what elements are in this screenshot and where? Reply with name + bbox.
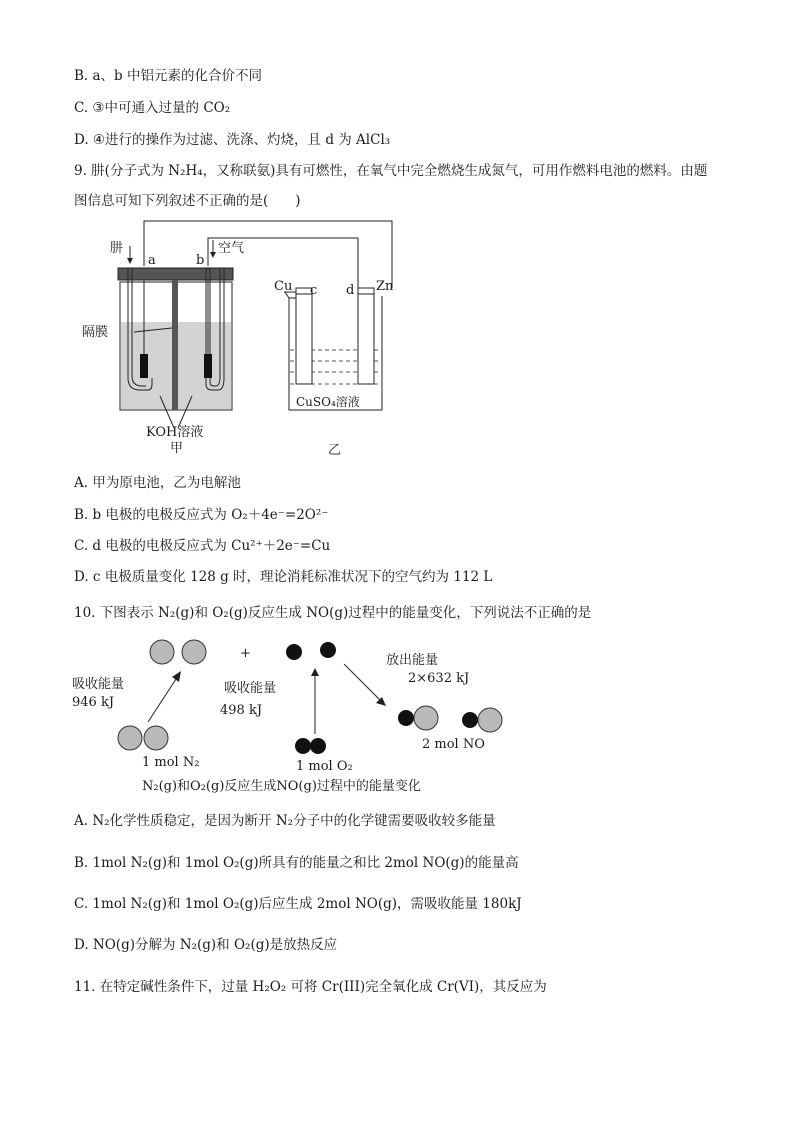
q10-option-c: C. 1mol N₂(g)和 1mol O₂(g)后应生成 2mol NO(g)，需吸收能量 180kJ — [74, 896, 522, 912]
absorb2-title: 吸收能量 — [224, 681, 277, 696]
q9-stem-line2: 图信息可知下列叙述不正确的是( ) — [74, 193, 301, 209]
absorb2-value: 498 kJ — [220, 703, 263, 718]
plus-sign: + — [240, 646, 251, 661]
absorb1-value: 946 kJ — [72, 695, 115, 710]
label-zn: Zn — [376, 279, 394, 294]
q11-stem: 11. 在特定碱性条件下，过量 H₂O₂ 可将 Cr(III)完全氧化成 Cr(VI)，其反应为 — [74, 979, 547, 995]
label-hydrazine: 肼 — [110, 241, 124, 256]
label-jia: 甲 — [170, 441, 184, 456]
figure-caption: N₂(g)和O₂(g)反应生成NO(g)过程中的能量变化 — [142, 779, 421, 794]
label-koh: KOH溶液 — [146, 425, 204, 440]
release-value: 2×632 kJ — [408, 671, 470, 686]
q9-electrochemical-figure — [82, 218, 420, 458]
n2-label: 1 mol N₂ — [142, 755, 200, 770]
q10-option-d: D. NO(g)分解为 N₂(g)和 O₂(g)是放热反应 — [74, 937, 338, 953]
label-d: d — [346, 283, 355, 298]
q8-option-b: B. a、b 中铝元素的化合价不同 — [74, 68, 262, 84]
label-c: c — [310, 283, 318, 298]
absorb1-title: 吸收能量 — [72, 677, 125, 692]
q10-option-a: A. N₂化学性质稳定，是因为断开 N₂分子中的化学键需要吸收较多能量 — [74, 813, 496, 829]
label-a: a — [148, 253, 156, 268]
release-title: 放出能量 — [386, 653, 439, 668]
q8-option-c: C. ③中可通入过量的 CO₂ — [74, 100, 231, 116]
no-label: 2 mol NO — [422, 737, 485, 752]
q8-option-d: D. ④进行的操作为过滤、洗涤、灼烧，且 d 为 AlCl₃ — [74, 132, 391, 148]
label-cu: Cu — [274, 279, 293, 294]
label-yi: 乙 — [328, 443, 342, 458]
q10-energy-figure — [60, 630, 520, 802]
label-cuso4: CuSO₄溶液 — [296, 395, 360, 409]
q9-option-c: C. d 电极的电极反应式为 Cu²⁺＋2e⁻=Cu — [74, 538, 331, 554]
q10-stem: 10. 下图表示 N₂(g)和 O₂(g)反应生成 NO(g)过程中的能量变化，下列说法不正确的是 — [74, 605, 592, 621]
o2-label: 1 mol O₂ — [296, 759, 353, 774]
q9-option-d: D. c 电极质量变化 128 g 时，理论消耗标准状况下的空气约为 112 L — [74, 569, 493, 585]
label-membrane: 隔膜 — [82, 325, 109, 340]
label-b: b — [196, 253, 205, 268]
q9-option-a: A. 甲为原电池，乙为电解池 — [74, 475, 241, 491]
q9-stem-line1: 9. 肼(分子式为 N₂H₄，又称联氨)具有可燃性，在氧气中完全燃烧生成氮气，可用作燃料电池的燃料。由题 — [74, 163, 708, 179]
label-air: 空气 — [218, 241, 245, 256]
q10-option-b: B. 1mol N₂(g)和 1mol O₂(g)所具有的能量之和比 2mol NO(g)的能量高 — [74, 855, 519, 871]
q9-option-b: B. b 电极的电极反应式为 O₂＋4e⁻=2O²⁻ — [74, 507, 329, 523]
